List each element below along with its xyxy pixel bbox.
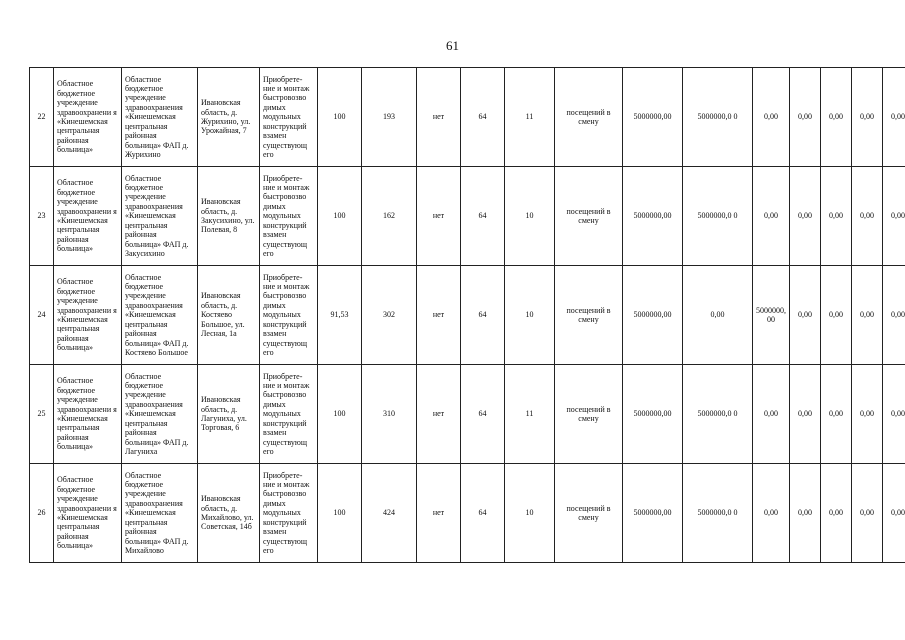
registry-table — [29, 67, 905, 563]
status-cell: нет — [417, 365, 461, 464]
table-row — [30, 266, 905, 365]
population-cell: 193 — [362, 68, 417, 167]
year-value-cell: 0,00 — [852, 266, 883, 365]
organization-cell: Областное бюджетное учреждение здравоохранени я «Кинешемская центральная районная больница» — [54, 266, 122, 365]
status-cell: нет — [417, 266, 461, 365]
unit-cell: посещений в смену — [555, 365, 623, 464]
organization-cell: Областное бюджетное учреждение здравоохранени я «Кинешемская центральная районная больница» — [54, 464, 122, 563]
population-cell: 162 — [362, 167, 417, 266]
population-cell: 310 — [362, 365, 417, 464]
year-value-cell: 0,00 — [753, 365, 790, 464]
count-cell: 64 — [461, 68, 505, 167]
year-value-cell: 0,00 — [821, 167, 852, 266]
year-value-cell: 5000000,0 0 — [683, 365, 753, 464]
work-type-cell: Приобрете-ние и монтаж быстровозво димых модульных конструкций взамен существующ его — [260, 167, 318, 266]
row-number: 23 — [30, 167, 54, 266]
total-sum-cell: 5000000,00 — [623, 464, 683, 563]
capacity-cell: 11 — [505, 68, 555, 167]
unit-cell: посещений в смену — [555, 266, 623, 365]
work-type-cell: Приобрете-ние и монтаж быстровозво димых модульных конструкций взамен существующ его — [260, 365, 318, 464]
status-cell: нет — [417, 464, 461, 563]
table-row — [30, 167, 905, 266]
page-number: 61 — [446, 38, 459, 53]
year-value-cell: 0,00 — [821, 365, 852, 464]
facility-cell: Областное бюджетное учреждение здравоохранения «Кинешемская центральная районная больница» ФАП д. Лагуниха — [122, 365, 198, 464]
total-sum-cell: 5000000,00 — [623, 68, 683, 167]
year-value-cell: 0,00 — [790, 365, 821, 464]
wear-percent-cell: 91,53 — [318, 266, 362, 365]
capacity-cell: 10 — [505, 464, 555, 563]
year-value-cell: 5000000, 00 — [753, 266, 790, 365]
status-cell: нет — [417, 68, 461, 167]
address-cell: Ивановская область, д. Костяево Большое, ул. Лесная, 1а — [198, 266, 260, 365]
population-cell: 424 — [362, 464, 417, 563]
wear-percent-cell: 100 — [318, 464, 362, 563]
count-cell: 64 — [461, 464, 505, 563]
year-value-cell: 5000000,0 0 — [683, 464, 753, 563]
year-value-cell: 0,00 — [790, 68, 821, 167]
organization-cell: Областное бюджетное учреждение здравоохранени я «Кинешемская центральная районная больница» — [54, 365, 122, 464]
year-value-cell: 0,00 — [821, 464, 852, 563]
year-value-cell: 0,00 — [753, 68, 790, 167]
facility-cell: Областное бюджетное учреждение здравоохранения «Кинешемская центральная районная больница» ФАП д. Закусихино — [122, 167, 198, 266]
organization-cell: Областное бюджетное учреждение здравоохранени я «Кинешемская центральная районная больница» — [54, 68, 122, 167]
year-value-cell: 5000000,0 0 — [683, 167, 753, 266]
year-value-cell: 0,00 — [852, 365, 883, 464]
row-number: 25 — [30, 365, 54, 464]
year-value-cell: 0,00 — [790, 464, 821, 563]
year-value-cell: 0,00 — [852, 167, 883, 266]
year-value-cell: 0,00 — [883, 464, 905, 563]
year-value-cell: 0,00 — [790, 266, 821, 365]
address-cell: Ивановская область, д. Лагуниха, ул. Торговая, 6 — [198, 365, 260, 464]
unit-cell: посещений в смену — [555, 464, 623, 563]
count-cell: 64 — [461, 365, 505, 464]
year-value-cell: 5000000,0 0 — [683, 68, 753, 167]
year-value-cell: 0,00 — [753, 464, 790, 563]
year-value-cell: 0,00 — [821, 266, 852, 365]
address-cell: Ивановская область, д. Михайлово, ул. Советская, 14б — [198, 464, 260, 563]
organization-cell: Областное бюджетное учреждение здравоохранени я «Кинешемская центральная районная больница» — [54, 167, 122, 266]
row-number: 24 — [30, 266, 54, 365]
year-value-cell: 0,00 — [883, 68, 905, 167]
work-type-cell: Приобрете-ние и монтаж быстровозво димых модульных конструкций взамен существующ его — [260, 266, 318, 365]
facility-cell: Областное бюджетное учреждение здравоохранения «Кинешемская центральная районная больница» ФАП д. Костяево Большое — [122, 266, 198, 365]
year-value-cell: 0,00 — [852, 68, 883, 167]
year-value-cell: 0,00 — [753, 167, 790, 266]
table-row — [30, 464, 905, 563]
capacity-cell: 10 — [505, 266, 555, 365]
year-value-cell: 0,00 — [883, 167, 905, 266]
address-cell: Ивановская область, д. Закусихино, ул. Полевая, 8 — [198, 167, 260, 266]
row-number: 26 — [30, 464, 54, 563]
work-type-cell: Приобрете-ние и монтаж быстровозво димых модульных конструкций взамен существующ его — [260, 464, 318, 563]
year-value-cell: 0,00 — [790, 167, 821, 266]
facility-cell: Областное бюджетное учреждение здравоохранения «Кинешемская центральная районная больница» ФАП д. Журихино — [122, 68, 198, 167]
total-sum-cell: 5000000,00 — [623, 167, 683, 266]
unit-cell: посещений в смену — [555, 68, 623, 167]
capacity-cell: 11 — [505, 365, 555, 464]
count-cell: 64 — [461, 167, 505, 266]
wear-percent-cell: 100 — [318, 167, 362, 266]
year-value-cell: 0,00 — [883, 266, 905, 365]
population-cell: 302 — [362, 266, 417, 365]
year-value-cell: 0,00 — [883, 365, 905, 464]
row-number: 22 — [30, 68, 54, 167]
wear-percent-cell: 100 — [318, 68, 362, 167]
facility-cell: Областное бюджетное учреждение здравоохранения «Кинешемская центральная районная больница» ФАП д. Михайлово — [122, 464, 198, 563]
table-row — [30, 365, 905, 464]
total-sum-cell: 5000000,00 — [623, 266, 683, 365]
unit-cell: посещений в смену — [555, 167, 623, 266]
status-cell: нет — [417, 167, 461, 266]
work-type-cell: Приобрете-ние и монтаж быстровозво димых модульных конструкций взамен существующ его — [260, 68, 318, 167]
total-sum-cell: 5000000,00 — [623, 365, 683, 464]
count-cell: 64 — [461, 266, 505, 365]
year-value-cell: 0,00 — [852, 464, 883, 563]
address-cell: Ивановская область, д. Журихино, ул. Урожайная, 7 — [198, 68, 260, 167]
wear-percent-cell: 100 — [318, 365, 362, 464]
year-value-cell: 0,00 — [683, 266, 753, 365]
capacity-cell: 10 — [505, 167, 555, 266]
year-value-cell: 0,00 — [821, 68, 852, 167]
table-row — [30, 68, 905, 167]
